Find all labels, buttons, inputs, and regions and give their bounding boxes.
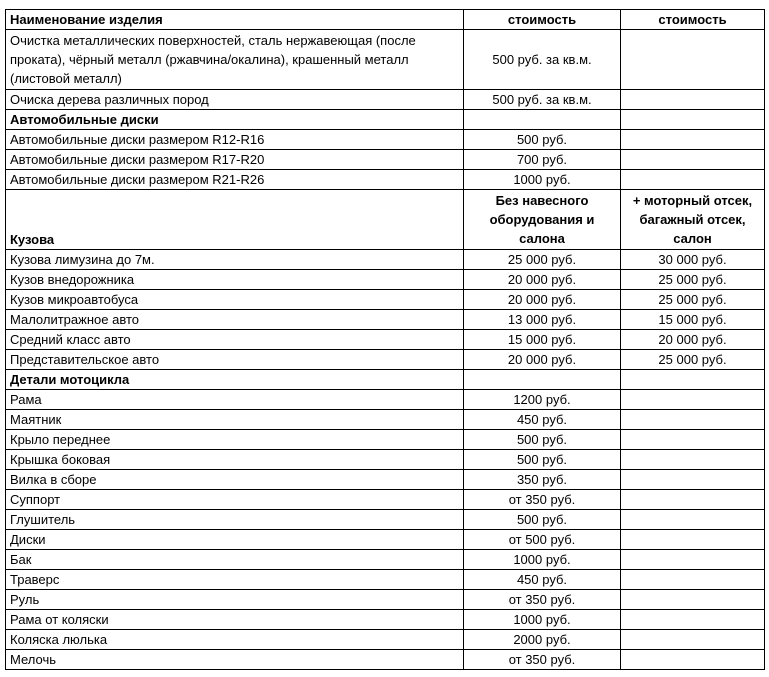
item-price2: 25 000 руб. (621, 290, 765, 310)
header-price1: стоимость (464, 10, 621, 30)
item-name: Средний класс авто (6, 330, 464, 350)
table-row (6, 530, 765, 550)
item-price2 (621, 630, 765, 650)
table-row (6, 250, 765, 270)
item-price: 500 руб. (464, 130, 621, 150)
item-price: 450 руб. (464, 570, 621, 590)
item-price: 500 руб. за кв.м. (464, 90, 621, 110)
item-price2 (621, 410, 765, 430)
item-price: 1000 руб. (464, 550, 621, 570)
header-price2: стоимость (621, 10, 765, 30)
item-price: 20 000 руб. (464, 350, 621, 370)
section-title: Кузова (6, 190, 464, 250)
item-price: 500 руб. (464, 430, 621, 450)
item-price: от 350 руб. (464, 490, 621, 510)
item-price: 2000 руб. (464, 630, 621, 650)
section-row-wheels (6, 110, 765, 130)
item-name: Крышка боковая (6, 450, 464, 470)
table-row (6, 590, 765, 610)
item-price: от 350 руб. (464, 650, 621, 670)
item-price2 (621, 490, 765, 510)
item-price2 (621, 130, 765, 150)
price-table-container (5, 9, 765, 670)
item-price2: 20 000 руб. (621, 330, 765, 350)
item-name: Рама от коляски (6, 610, 464, 630)
item-name: Вилка в сборе (6, 470, 464, 490)
table-row (6, 30, 765, 90)
item-price: 25 000 руб. (464, 250, 621, 270)
table-row (6, 90, 765, 110)
item-name: Малолитражное авто (6, 310, 464, 330)
item-price2: 30 000 руб. (621, 250, 765, 270)
table-row (6, 310, 765, 330)
item-price2 (621, 570, 765, 590)
table-row (6, 330, 765, 350)
item-price: 500 руб. (464, 450, 621, 470)
item-price2 (621, 650, 765, 670)
table-row (6, 630, 765, 650)
table-row (6, 410, 765, 430)
item-name: Автомобильные диски размером R12-R16 (6, 130, 464, 150)
table-row (6, 270, 765, 290)
item-price: 1000 руб. (464, 170, 621, 190)
item-name: Представительское авто (6, 350, 464, 370)
empty-cell (464, 370, 621, 390)
section-row-moto (6, 370, 765, 390)
empty-cell (621, 110, 765, 130)
price-table (5, 9, 765, 670)
item-name: Кузова лимузина до 7м. (6, 250, 464, 270)
item-price: 350 руб. (464, 470, 621, 490)
section-title: Автомобильные диски (6, 110, 464, 130)
section-title: Детали мотоцикла (6, 370, 464, 390)
item-price: 450 руб. (464, 410, 621, 430)
item-price2 (621, 470, 765, 490)
table-header-row (6, 10, 765, 30)
item-price: 15 000 руб. (464, 330, 621, 350)
table-row (6, 510, 765, 530)
item-name: Рама (6, 390, 464, 410)
item-price2 (621, 510, 765, 530)
item-name: Очиска дерева различных пород (6, 90, 464, 110)
item-price2 (621, 530, 765, 550)
bodies-price1-header: Без навесного оборудования и салона (464, 190, 621, 250)
item-price: 500 руб. (464, 510, 621, 530)
item-name: Очистка металлических поверхностей, сталь нержавеющая (после проката), чёрный металл (ржавчина/окалина), крашенный металл (листовой металл) (6, 30, 464, 90)
table-row (6, 170, 765, 190)
table-row (6, 550, 765, 570)
item-name: Кузов внедорожника (6, 270, 464, 290)
item-price: от 350 руб. (464, 590, 621, 610)
table-row (6, 570, 765, 590)
item-name: Крыло переднее (6, 430, 464, 450)
item-name: Диски (6, 530, 464, 550)
empty-cell (621, 370, 765, 390)
item-name: Бак (6, 550, 464, 570)
item-price2: 25 000 руб. (621, 270, 765, 290)
item-price2 (621, 450, 765, 470)
bodies-price2-header: + моторный отсек, багажный отсек, салон (621, 190, 765, 250)
item-price: 20 000 руб. (464, 290, 621, 310)
item-name: Руль (6, 590, 464, 610)
item-name: Коляска люлька (6, 630, 464, 650)
header-name: Наименование изделия (6, 10, 464, 30)
table-row (6, 390, 765, 410)
item-price2 (621, 150, 765, 170)
item-price2 (621, 590, 765, 610)
item-name: Кузов микроавтобуса (6, 290, 464, 310)
table-row (6, 350, 765, 370)
item-price2 (621, 390, 765, 410)
item-price: 13 000 руб. (464, 310, 621, 330)
table-row (6, 490, 765, 510)
table-row (6, 610, 765, 630)
item-name: Суппорт (6, 490, 464, 510)
item-price: от 500 руб. (464, 530, 621, 550)
table-row (6, 130, 765, 150)
table-row (6, 150, 765, 170)
item-price: 700 руб. (464, 150, 621, 170)
item-price: 1200 руб. (464, 390, 621, 410)
table-row (6, 450, 765, 470)
item-name: Автомобильные диски размером R17-R20 (6, 150, 464, 170)
item-price2 (621, 430, 765, 450)
item-name: Траверс (6, 570, 464, 590)
item-price2 (621, 90, 765, 110)
item-price2 (621, 170, 765, 190)
item-price2: 25 000 руб. (621, 350, 765, 370)
item-price2 (621, 30, 765, 90)
table-row (6, 430, 765, 450)
item-price2 (621, 550, 765, 570)
section-row-bodies (6, 190, 765, 250)
item-name: Глушитель (6, 510, 464, 530)
empty-cell (464, 110, 621, 130)
item-name: Автомобильные диски размером R21-R26 (6, 170, 464, 190)
table-row (6, 650, 765, 670)
item-name: Мелочь (6, 650, 464, 670)
item-name: Маятник (6, 410, 464, 430)
item-price: 1000 руб. (464, 610, 621, 630)
item-price: 20 000 руб. (464, 270, 621, 290)
item-price2 (621, 610, 765, 630)
item-price: 500 руб. за кв.м. (464, 30, 621, 90)
table-row (6, 470, 765, 490)
item-price2: 15 000 руб. (621, 310, 765, 330)
table-row (6, 290, 765, 310)
